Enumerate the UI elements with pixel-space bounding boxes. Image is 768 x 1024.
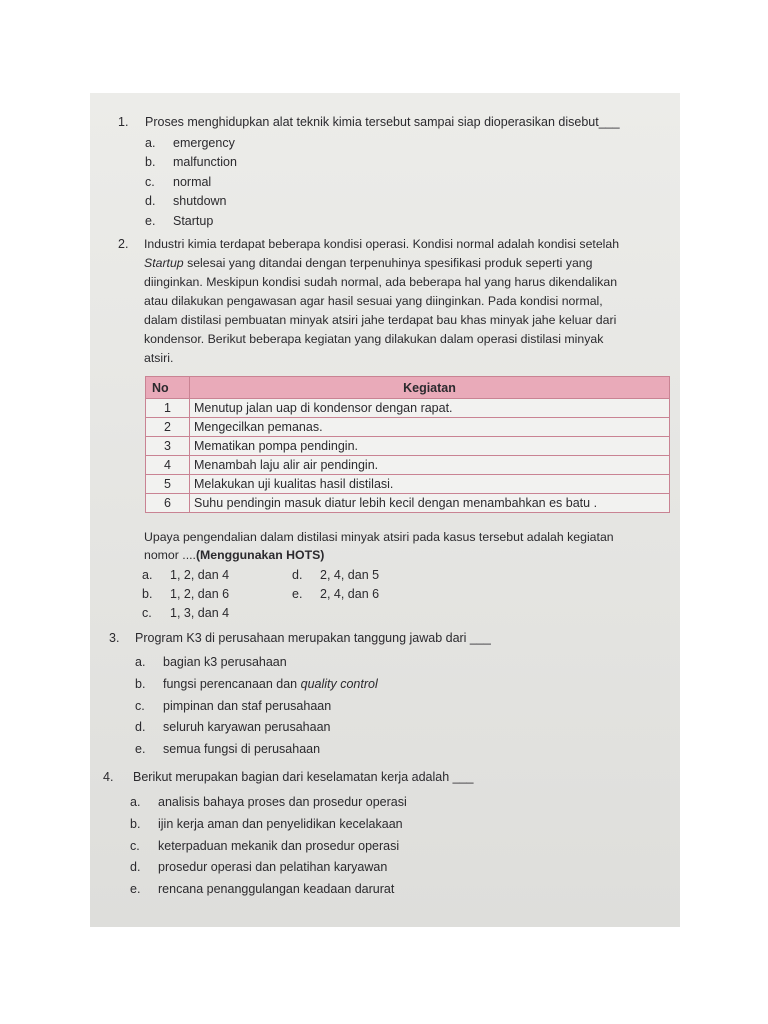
option-d: d. seluruh karyawan perusahaan: [135, 720, 331, 734]
table-row: 2 Mengecilkan pemanas.: [146, 418, 670, 437]
option-b: b. 1, 2, dan 6: [142, 587, 230, 601]
question-number: 4.: [103, 770, 114, 784]
question-text: Program K3 di perusahaan merupakan tanggung jawab dari ___: [135, 631, 491, 645]
question-number: 3.: [109, 631, 120, 645]
option-c: c. normal: [145, 175, 212, 189]
option-b: b. ijin kerja aman dan penyelidikan kecelakaan: [130, 817, 403, 831]
option-b: b. fungsi perencanaan dan quality control: [135, 677, 378, 691]
option-a: a. analisis bahaya proses dan prosedur operasi: [130, 795, 407, 809]
option-c: c. 1, 3, dan 4: [142, 606, 230, 620]
option-c: c. keterpaduan mekanik dan prosedur operasi: [130, 839, 400, 853]
option-e: e. Startup: [145, 214, 214, 228]
option-a: a. 1, 2, dan 4: [142, 568, 230, 582]
table-row: 3 Mematikan pompa pendingin.: [146, 437, 670, 456]
italic-startup: Startup: [144, 256, 184, 270]
option-b: b. malfunction: [145, 155, 237, 169]
document-photo: [90, 93, 680, 927]
question-2-number: 2.: [118, 237, 129, 251]
option-a: a. emergency: [145, 136, 235, 150]
option-d: d. prosedur operasi dan pelatihan karyawan: [130, 860, 388, 874]
option-d: d. shutdown: [145, 194, 227, 208]
question-2-prompt: Upaya pengendalian dalam distilasi minyak atsiri pada kasus tersebut adalah kegiatan nomor ....(Menggunakan HOTS): [144, 530, 614, 562]
option-e: e. 2, 4, dan 6: [292, 587, 380, 601]
option-e: e. rencana penanggulangan keadaan darurat: [130, 882, 395, 896]
option-d: d. 2, 4, dan 5: [292, 568, 380, 582]
table-row: 4 Menambah laju alir air pendingin.: [146, 456, 670, 475]
table-header-kegiatan: Kegiatan: [190, 377, 670, 399]
hots-label: (Menggunakan HOTS): [195, 548, 325, 562]
table-row: 1 Menutup jalan uap di kondensor dengan rapat.: [146, 399, 670, 418]
page-content: [90, 93, 680, 927]
table-header-no: No: [146, 377, 190, 399]
table-row: 5 Melakukan uji kualitas hasil distilasi.: [146, 475, 670, 494]
question-text: Proses menghidupkan alat teknik kimia tersebut sampai siap dioperasikan disebut___: [145, 115, 620, 129]
kegiatan-table: [145, 376, 670, 513]
option-e: e. semua fungsi di perusahaan: [135, 742, 321, 756]
question-text: Berikut merupakan bagian dari keselamatan kerja adalah ___: [133, 770, 474, 784]
question-number: 1.: [118, 115, 129, 129]
option-c: c. pimpinan dan staf perusahaan: [135, 699, 332, 713]
question-2-paragraph: Industri kimia terdapat beberapa kondisi operasi. Kondisi normal adalah kondisi setelah Startup selesai yang ditandai dengan terpenuhinya spesifikasi produk seperti yang diinginkan. Meskipun kondisi sudah normal, ada beberapa hal yang harus dikendalikan atau dilakukan pengawasan agar hasil sesuai yang diinginkan. Pada kondisi normal, dalam distilasi pembuatan minyak atsiri jahe terdapat bau khas minyak jahe keluar dari kondensor. Berikut beberapa kegiatan yang dilakukan dalam operasi distilasi minyak atsiri.: [144, 237, 620, 365]
table-row: 6 Suhu pendingin masuk diatur lebih kecil dengan menambahkan es batu .: [146, 494, 670, 513]
option-a: a. bagian k3 perusahaan: [135, 655, 287, 669]
